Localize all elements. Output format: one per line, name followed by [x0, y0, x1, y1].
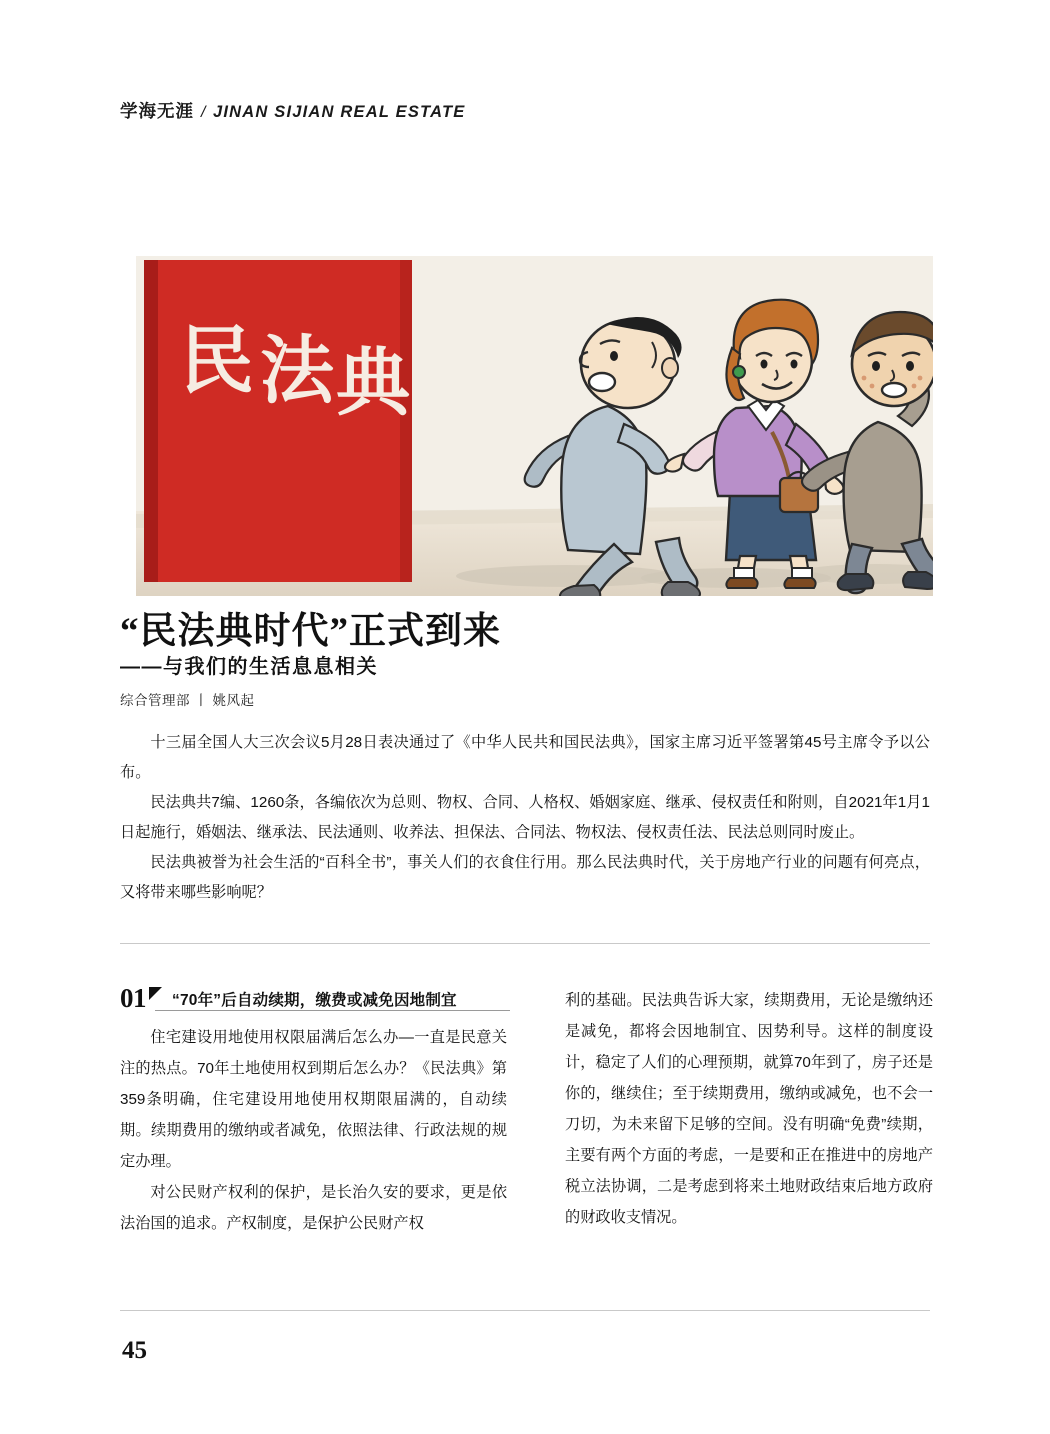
page-number: 45 [122, 1337, 147, 1364]
section-title: “70年”后自动续期，缴费或减免因地制宜 [172, 992, 457, 1009]
svg-text:民: 民 [180, 321, 254, 403]
article-title: “民法典时代”正式到来 [120, 611, 501, 652]
body-paragraph: 对公民财产权利的保护，是长治久安的要求，更是依法治国的追求。产权制度，是保护公民财产权 [120, 1184, 507, 1232]
body-paragraph: 利的基础。民法典告诉大家，续期费用，无论是缴纳还是减免，都将会因地制宜、因势利导。这样的制度设计，稳定了人们的心理预期，就算70年到了，房子还是你的，继续住；至于续期费用，缴纳或减免，也不会一刀切，为未来留下足够的空间。没有明确“免费”续期，主要有两个方面的考虑，一是要和正在推进中的房地产税立法协调，二是考虑到将来土地财政结束后地方政府的财政收支情况。 [565, 992, 933, 1226]
lead-paragraph: 民法典被誉为社会生活的“百科全书”，事关人们的衣食住行用。那么民法典时代，关于房地产行业的问题有何亮点，又将带来哪些影响呢？ [120, 854, 930, 901]
svg-text:法: 法 [260, 331, 334, 413]
lead-paragraph: 民法典共7编、1260条，各编依次为总则、物权、合同、人格权、婚姻家庭、继承、侵权责任和附则，自2021年1月1日起施行，婚姻法、继承法、民法通则、收养法、担保法、合同法、物权法、侵权责任法、民法总则同时废止。 [120, 794, 930, 841]
header-en-title: JINAN SIJIAN REAL ESTATE [212, 103, 466, 121]
divider-bottom [120, 1310, 930, 1311]
svg-text:典: 典 [336, 343, 410, 425]
section-heading [120, 985, 510, 1012]
body-column-left [120, 1022, 507, 1239]
section-rule [155, 1010, 510, 1011]
body-column-right [565, 985, 933, 1233]
lead-paragraph: 十三届全国人大三次会议5月28日表决通过了《中华人民共和国民法典》，国家主席习近平签署第45号主席令予以公布。 [120, 734, 930, 781]
section-number: 01 [120, 983, 146, 1013]
article-byline: 综合管理部 丨 姚风起 [120, 693, 255, 708]
header-separator: / [201, 104, 206, 121]
article-illustration [136, 256, 933, 596]
article-lead [120, 728, 930, 908]
divider-top [120, 943, 930, 944]
body-paragraph: 住宅建设用地使用权限届满后怎么办—一直是民意关注的热点。70年土地使用权到期后怎么办？《民法典》第359条明确，住宅建设用地使用权期限届满的，自动续期。续期费用的缴纳或者减免，依照法律、行政法规的规定办理。 [120, 1029, 507, 1170]
page-header [120, 98, 465, 123]
header-cn-title: 学海无涯 [120, 101, 194, 121]
article-subtitle: ——与我们的生活息息相关 [120, 656, 378, 678]
flag-icon [149, 987, 162, 1000]
